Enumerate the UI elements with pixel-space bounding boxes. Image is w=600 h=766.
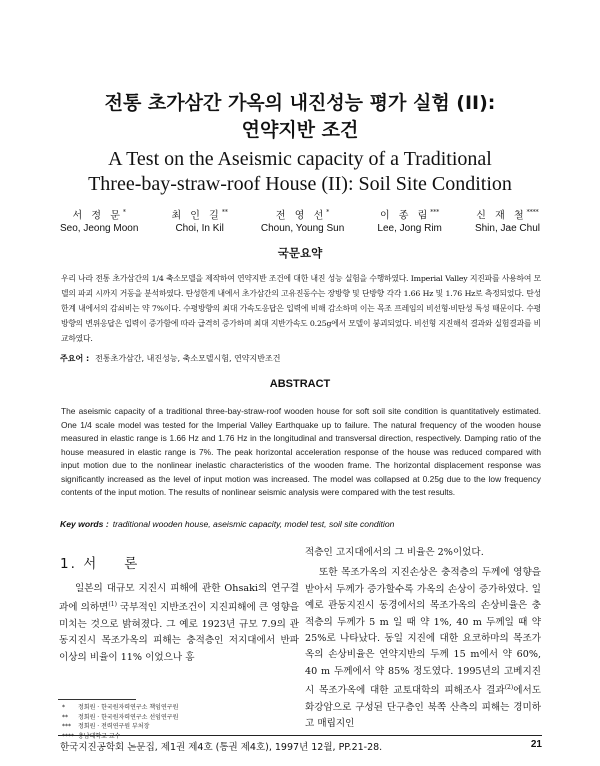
author-mark: ****: [526, 209, 539, 216]
author-list: [60, 206, 540, 235]
author-2: [171, 206, 227, 235]
korean-title: [0, 90, 600, 144]
author-mark: **: [221, 209, 228, 216]
intro-right-text-cont: 에서도 화강암으로 구성된 단구층인 북쪽 산측의 피해는 경미하고 매립지인: [305, 685, 541, 730]
korean-title-line2: 연약지반 조건: [241, 119, 359, 141]
author-mark: *: [122, 209, 126, 216]
intro-title-first: 서: [83, 556, 99, 572]
footnote-mark: **: [62, 713, 68, 721]
english-keywords-label: Key words :: [60, 519, 109, 529]
footnote-mark: ****: [62, 732, 74, 740]
intro-right-column: [305, 545, 541, 733]
korean-keywords-text: 전통초가삼간, 내진성능, 축소모델시험, 연약지반조건: [95, 354, 281, 363]
english-keywords-text: traditional wooden house, aseismic capacity, model test, soil site condition: [112, 519, 395, 529]
footer-divider: [58, 735, 542, 736]
footnote-text: 정회원 · 전력연구원 부처장: [78, 723, 150, 731]
english-title: [0, 147, 600, 197]
footnote-mark: *: [62, 704, 65, 711]
author-en-name: Lee, Jong Rim: [377, 223, 442, 235]
author-5: [475, 206, 540, 235]
intro-heading: [60, 552, 139, 572]
intro-right-para2: [305, 565, 541, 732]
author-3: [261, 206, 344, 235]
english-keywords: [60, 519, 394, 529]
footnote-mark: ***: [62, 723, 71, 731]
author-kr-name: 전 영 선: [275, 210, 327, 222]
page-number: 21: [530, 739, 542, 750]
english-title-line1: A Test on the Aseismic capacity of a Traditional: [108, 148, 492, 170]
english-abstract-heading: ABSTRACT: [269, 378, 331, 390]
footnote-divider: [58, 699, 136, 700]
author-en-name: Shin, Jae Chul: [474, 223, 540, 235]
author-en-name: Seo, Jeong Moon: [60, 223, 139, 235]
korean-keywords: [60, 353, 280, 364]
intro-right-text: 또한 목조가옥의 지진손상은 충적층의 두께에 영향을 받아서 두께가 증가할수록 가옥의 손상이 증가하였다. 일 예로 관동지진시 동경에서의 목조가옥의 손상비율은 충적층의 두께가 5 m 일 때 약 1%, 40 m 두께일 때 약 25%로 나타났다. 동일 지진에 대한 요코하마의 목조가옥의 손상비율은 연약지반의 두께 15 m에서 약 60%, 40 m 두께에서 약 85% 정도였다. 1995년의 고베지진시 목조가옥에 대한 교토대학의 피해조사 결과: [305, 567, 541, 697]
author-mark: ***: [430, 209, 440, 216]
korean-abstract-heading: 국문요약: [277, 246, 323, 260]
citation-ref: (1): [108, 601, 117, 609]
footnote: [62, 703, 178, 713]
author-kr-name: 최 인 길: [171, 210, 222, 222]
journal-citation: 한국지진공학회 논문집, 제1권 제4호 (통권 제4호), 1997년 12월, PP.21-28.: [60, 742, 383, 753]
footnote: [62, 722, 178, 732]
footnote-text: 정회원 · 한국원자력연구소 책임연구원: [78, 704, 179, 711]
intro-left-text: 일본의 대규모 지진시 피해에 관한 Ohsaki의 연구결과에 의하면: [59, 583, 299, 614]
author-en-name: Choi, In Kil: [175, 223, 224, 235]
english-abstract-body: The aseismic capacity of a traditional three-bay-straw-roof wooden house for soft soil site condition is quantitatively estimated. One 1/4 scale model was tested for the Imperial Valley Earthquake up to failure. The natural frequency of the wooden house measured in elastic range is 1.66 Hz and 1.76 Hz in the longitudinal and transversal direction, respectively. Damping ratio of the house measured in elastic range is 7%. The peak horizontal acceleration response of the house was reduced compared with input motion due to the nonlinear inelastic characteristics of the wooden frame. The horizontal displacement response was significantly increased as the level of input motion was increased. The model was collapsed at 0.25g due to the low frequency contents of the input motion. The results of nonlinear seismic analysis were compared with the test results.: [61, 406, 541, 497]
footnote-text: 충남대학교 교수: [78, 732, 121, 740]
footnote: [62, 713, 178, 723]
author-1: [60, 206, 138, 235]
footnote-text: 정회원 · 한국원자력연구소 선임연구원: [78, 713, 179, 721]
intro-left-column: [59, 581, 299, 666]
author-kr-name: 서 정 문: [72, 210, 123, 222]
korean-title-line1: 전통 초가삼간 가옥의 내진성능 평가 실험 (II):: [104, 92, 496, 114]
korean-abstract-body: 우리 나라 전통 초가삼간의 1/4 축소모델을 제작하여 연약지반 조건에 대한 내진 성능 실험을 수행하였다. Imperial Valley 지진파를 사용하여 모델의 파괴 시까지 거동을 분석하였다. 탄성한계 내에서 초가삼간의 고유진동수는 장방향 및 단방향 각각 1.66 Hz 및 1.76 Hz로 측정되었다. 탄성한계 내에서의 감쇠비는 약 7%이다. 수평방향의 최대 가속도응답은 입력에 비해 감소하며 이는 목조 프레임의 비선형·비탄성 특성 때문이다. 수평방향의 변위응답은 입력이 증가함에 따라 급격히 증가하며 최대 지반가속도 0.25g에서 모델이 붕괴되었다. 비선형 지진해석 결과와 실험결과를 비교하였다.: [61, 274, 541, 343]
author-en-name: Choun, Young Sun: [260, 223, 345, 235]
author-4: [377, 206, 441, 235]
intro-left-text-cont: 국부적인 지반조건이 지진피해에 큰 영향을 미치는 것으로 밝혀졌다. 그 예로 1923년 규모 7.9의 관동지진시 목조가옥의 피해는 충적층인 저지대에서 반파 이상의 비율이 11% 이었으나 홍: [59, 602, 299, 663]
author-kr-name: 신 재 철: [476, 210, 527, 222]
intro-right-para1: 적층인 고지대에서의 그 비율은 2%이었다.: [305, 547, 484, 558]
english-title-line2: Three-bay-straw-roof House (II): Soil Site Condition: [88, 173, 512, 195]
intro-title-second: 론: [124, 556, 140, 572]
author-mark: *: [326, 209, 330, 216]
intro-number: 1.: [60, 556, 77, 572]
korean-keywords-label: 주요어 :: [60, 354, 90, 363]
citation-ref: (2): [504, 684, 514, 692]
author-kr-name: 이 종 림: [379, 210, 431, 222]
